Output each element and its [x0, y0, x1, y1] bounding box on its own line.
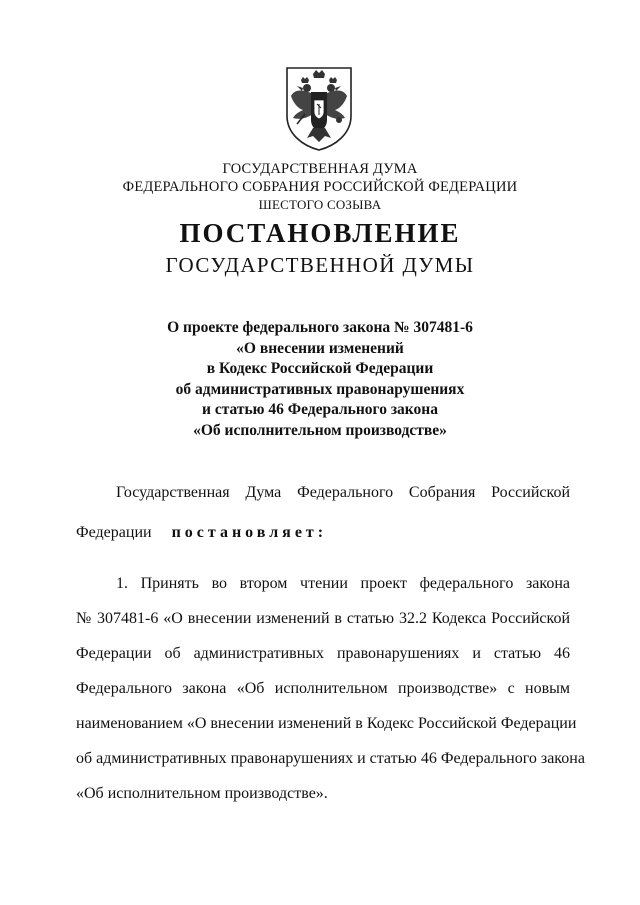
subject-line: и статью 46 Федерального закона: [202, 401, 438, 418]
preamble-line: Государственная Дума Федерального Собрания Российской: [116, 484, 570, 501]
subject-line: «Об исполнительном производстве»: [193, 421, 447, 439]
item1-line: «Об исполнительном производстве».: [76, 785, 328, 802]
preamble-line-action: [76, 524, 570, 542]
document-subtitle: ГОСУДАРСТВЕННОЙ ДУМЫ: [165, 253, 475, 277]
resolves-verb: постановляет:: [171, 524, 328, 541]
document-subject: [0, 318, 640, 441]
item1-line: Федерации об административных правонарушениях и статью 46: [76, 645, 570, 662]
subject-line: «О внесении изменений: [236, 339, 404, 357]
item1-line: наименованием «О внесении изменений в Кодекс Российской Федерации: [76, 715, 577, 732]
double-headed-eagle-icon: [283, 66, 355, 152]
header-line-chamber: ГОСУДАРСТВЕННАЯ ДУМА: [222, 161, 418, 177]
item1-line: Федерального закона «Об исполнительном производстве» с новым: [76, 680, 570, 697]
header-line-assembly: ФЕДЕРАЛЬНОГО СОБРАНИЯ РОССИЙСКОЙ ФЕДЕРАЦИИ: [122, 179, 518, 195]
item1-line: об административных правонарушениях и статью 46 Федерального закона: [76, 750, 585, 767]
item1-line: 1. Принять во втором чтении проект федерального закона: [116, 575, 570, 592]
subject-line: в Кодекс Российской Федерации: [206, 360, 434, 377]
preamble-federation: Федерации: [76, 524, 152, 541]
subject-line: О проекте федерального закона № 307481-6: [167, 319, 473, 336]
subject-line: об административных правонарушениях: [175, 380, 465, 398]
document-title: ПОСТАНОВЛЕНИЕ: [179, 218, 461, 248]
header-line-convocation: ШЕСТОГО СОЗЫВА: [258, 197, 382, 212]
item1-line: № 307481-6 «О внесении изменений в статью 32.2 Кодекса Российской: [76, 610, 570, 627]
